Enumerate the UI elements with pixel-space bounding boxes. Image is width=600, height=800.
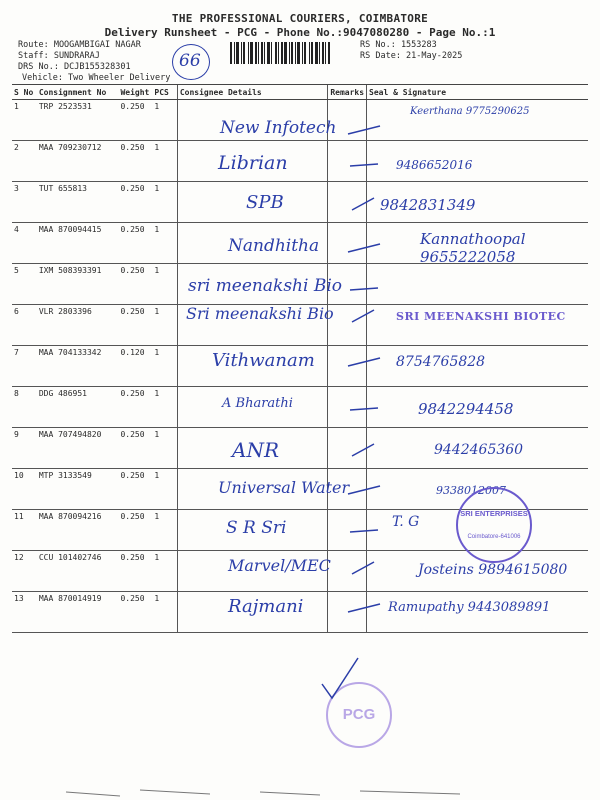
pcg-tick (318, 654, 362, 702)
consignee-handwriting: SPB (246, 192, 284, 213)
remark-mark (344, 520, 384, 544)
cell-pcs: 1 (152, 305, 177, 346)
remark-mark (344, 154, 384, 178)
cell-seal (367, 264, 588, 305)
cell-weight: 0.250 (118, 264, 152, 305)
cell-weight: 0.120 (118, 346, 152, 387)
remark-mark (344, 352, 384, 376)
cell-weight: 0.250 (118, 223, 152, 264)
col-pcs: PCS (152, 85, 177, 100)
cell-consignment: MAA 870094415 (37, 223, 119, 264)
cell-consignment: DDG 486951 (37, 387, 119, 428)
cell-pcs: 1 (152, 387, 177, 428)
remark-mark (344, 120, 384, 144)
cell-pcs: 1 (152, 551, 177, 592)
cell-weight: 0.250 (118, 141, 152, 182)
signature-handwriting: 9486652016 (396, 158, 473, 172)
cell-consignment: TRP 2523531 (37, 100, 119, 141)
consignee-handwriting: Librian (218, 152, 288, 174)
enterprises-seal (456, 487, 532, 563)
cell-sno: 11 (12, 510, 37, 551)
rs-number: RS No.: 1553283 (360, 40, 437, 50)
signature-handwriting: Ramupathy 9443089891 (388, 600, 551, 615)
rs-date: RS Date: 21-May-2025 (360, 51, 463, 61)
col-seal: Seal & Signature (367, 85, 588, 100)
cell-sno: 6 (12, 305, 37, 346)
cell-weight: 0.250 (118, 551, 152, 592)
company-title: THE PROFESSIONAL COURIERS, COIMBATORE (171, 12, 429, 25)
remark-mark (344, 480, 384, 504)
consignee-handwriting: Vithwanam (212, 350, 315, 371)
cell-pcs: 1 (152, 592, 177, 633)
cell-consignment: MAA 870094216 (37, 510, 119, 551)
drs-number: DRS No.: DCJB155328301 (18, 62, 131, 72)
cell-consignment: MAA 707494820 (37, 428, 119, 469)
cell-sno: 3 (12, 182, 37, 223)
cell-weight: 0.250 (118, 305, 152, 346)
consignee-handwriting: sri meenakshi Bio (188, 276, 342, 296)
col-consignment: Consignment No (37, 85, 119, 100)
cell-consignment: MTP 3133549 (37, 469, 119, 510)
remark-mark (344, 238, 384, 262)
col-remarks: Remarks (328, 85, 367, 100)
consignee-handwriting: Nandhitha (228, 236, 320, 256)
consignee-handwriting: S R Sri (226, 518, 287, 538)
table-row (12, 182, 588, 223)
cell-consignment: TUT 655813 (37, 182, 119, 223)
consignee-handwriting: Sri meenakshi Bio (186, 304, 334, 323)
consignee-handwriting: Rajmani (228, 596, 304, 617)
cell-weight: 0.250 (118, 182, 152, 223)
cell-pcs: 1 (152, 510, 177, 551)
pcg-stamp-text: PCG (342, 706, 376, 723)
cell-pcs: 1 (152, 346, 177, 387)
remark-mark (344, 598, 384, 622)
cell-consignment: CCU 101402746 (37, 551, 119, 592)
cell-consignment: IXM 508393391 (37, 264, 119, 305)
signature-handwriting: Kannathoopal 9655222058 (420, 230, 526, 266)
cell-sno: 1 (12, 100, 37, 141)
cell-weight: 0.250 (118, 428, 152, 469)
consignee-handwriting: ANR (232, 438, 280, 462)
signature-handwriting: 9842831349 (380, 196, 476, 214)
cell-pcs: 1 (152, 141, 177, 182)
cell-weight: 0.250 (118, 510, 152, 551)
rs-info (360, 40, 462, 62)
cell-sno: 7 (12, 346, 37, 387)
cell-weight: 0.250 (118, 469, 152, 510)
vehicle: Vehicle: Two Wheeler Delivery (22, 73, 171, 83)
cell-weight: 0.250 (118, 100, 152, 141)
signature-handwriting: 8754765828 (396, 354, 486, 370)
cell-pcs: 1 (152, 223, 177, 264)
seal-city: Coimbatore-641006 (467, 534, 521, 540)
cell-consignment: MAA 870014919 (37, 592, 119, 633)
consignee-handwriting: Marvel/MEC (228, 556, 331, 575)
page-edge-marks (60, 786, 480, 798)
remark-mark (344, 440, 384, 464)
circled-number (172, 44, 210, 80)
cell-pcs: 1 (152, 182, 177, 223)
cell-pcs: 1 (152, 469, 177, 510)
table-header (12, 85, 588, 100)
cell-pcs: 1 (152, 264, 177, 305)
cell-consignment: MAA 709230712 (37, 141, 119, 182)
cell-sno: 2 (12, 141, 37, 182)
cell-sno: 4 (12, 223, 37, 264)
signature-handwriting: 9338012007 (436, 484, 506, 497)
signature-handwriting: 9842294458 (418, 400, 514, 418)
cell-sno: 10 (12, 469, 37, 510)
remark-mark (344, 398, 384, 422)
route: Route: MOOGAMBIGAI NAGAR (18, 40, 141, 50)
cell-sno: 12 (12, 551, 37, 592)
col-consignee: Consignee Details (177, 85, 327, 100)
consignee-handwriting: Universal Water (218, 478, 350, 497)
cell-sno: 5 (12, 264, 37, 305)
route-info (18, 40, 170, 84)
cell-consignment: VLR 2803396 (37, 305, 119, 346)
signature-handwriting: Josteins 9894615080 (418, 562, 568, 578)
cell-consignment: MAA 704133342 (37, 346, 119, 387)
signature-handwriting: T. G (392, 514, 420, 530)
cell-sno: 9 (12, 428, 37, 469)
consignee-handwriting: New Infotech (220, 118, 337, 138)
remark-mark (344, 278, 384, 302)
col-weight: Weight (118, 85, 152, 100)
remark-mark (344, 558, 384, 582)
signature-handwriting: Keerthana 9775290625 (410, 106, 530, 117)
consignee-handwriting: A Bharathi (222, 396, 293, 411)
cell-weight: 0.250 (118, 387, 152, 428)
signature-handwriting: SRI MEENAKSHI BIOTEC (396, 310, 566, 323)
remark-mark (344, 306, 384, 330)
cell-sno: 8 (12, 387, 37, 428)
runsheet-subtitle: Delivery Runsheet - PCG - Phone No.:9047080280 - Page No.:1 (104, 26, 496, 39)
table-row (12, 141, 588, 182)
remark-mark (344, 194, 384, 218)
col-sno: S No (12, 85, 37, 100)
barcode (230, 42, 356, 64)
cell-pcs: 1 (152, 428, 177, 469)
circled-number-text: 66 (179, 51, 201, 71)
cell-sno: 13 (12, 592, 37, 633)
signature-handwriting: 9442465360 (434, 442, 524, 458)
staff: Staff: SUNDRARAJ (18, 51, 100, 61)
seal-name: SRI ENTERPRISES (460, 509, 528, 518)
cell-pcs: 1 (152, 100, 177, 141)
cell-weight: 0.250 (118, 592, 152, 633)
